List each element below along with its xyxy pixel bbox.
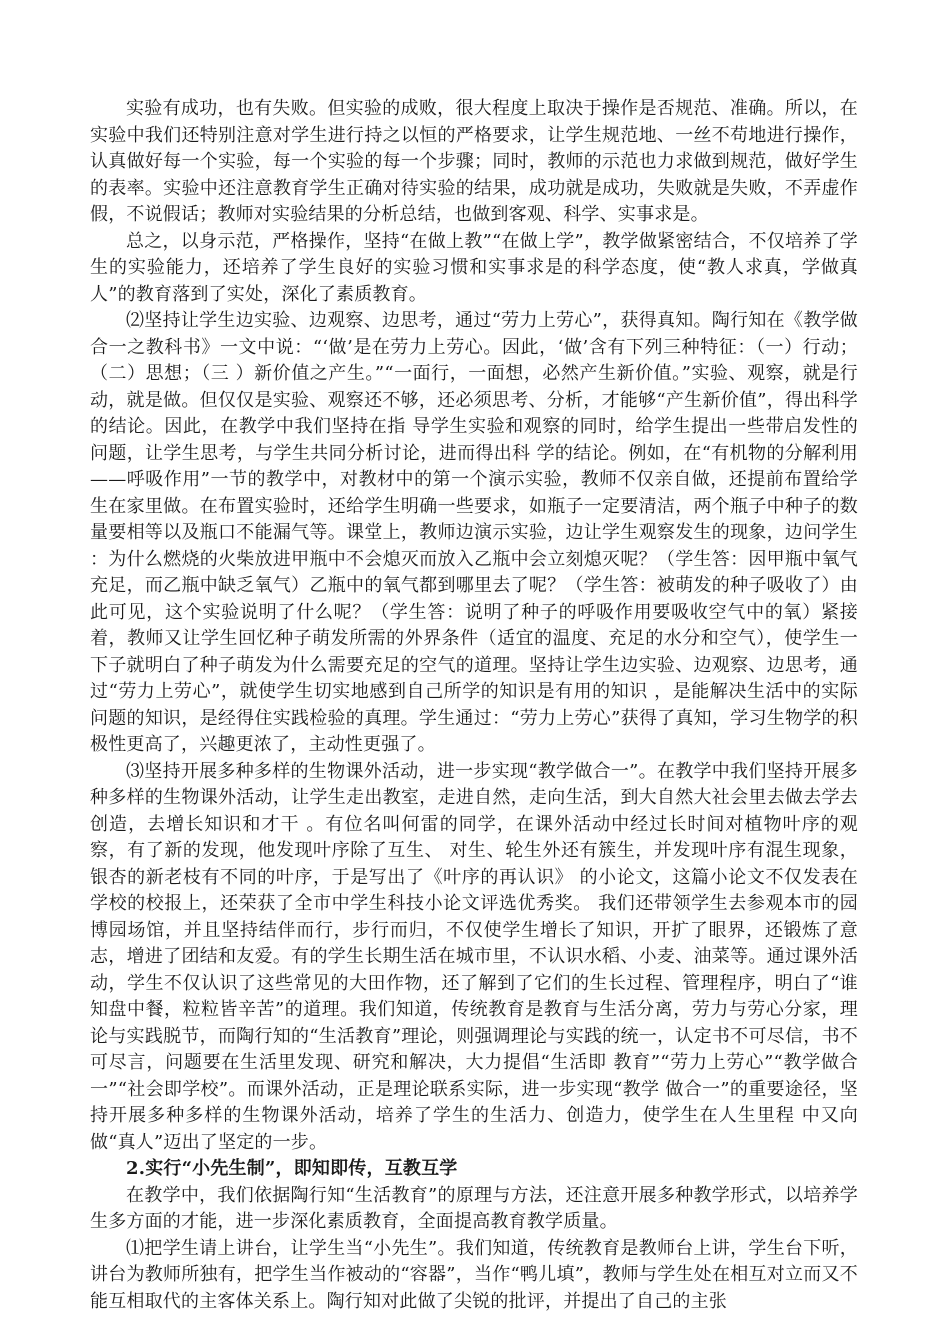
document-body	[90, 96, 858, 1315]
paragraph-point-3: ⑶坚持开展多种多样的生物课外活动，进一步实现“教学做合一”。在教学中我们坚持开展多种多样的生物课外活动，让学生走出教室，走进自然，走向生活，到大自然大社会里去做去学去创造，去增长知识和才干 。有位名叫何雷的同学，在课外活动中经过长时间对植物叶序的观察，有了新的发现，他发现叶序除了互生、 对生、轮生外还有簇生，并发现叶序有混生现象，银杏的新老枝有不同的叶序，于是写出了《叶序的再认识》 的小论文，这篇小论文不仅发表在学校的校报上，还荣获了全市中学生科技小论文评选优秀奖。 我们还带领学生去参观本市的园博园场馆，并且坚持结伴而行，步行而归，不仅使学生增长了知识，开扩了眼界，还锻炼了意志，增进了团结和友爱。有的学生长期生活在城市里，不认识水稻、小麦、油菜等。通过课外活动，学生不仅认识了这些常见的大田作物，还了解到了它们的生长过程、管理程序，明白了“谁知盘中餐，粒粒皆辛苦”的道理。我们知道，传统教育是教育与生活分离，劳力与劳心分家，理论与实践脱节，而陶行知的“生活教育”理论，则强调理论与实践的统一，认定书不可尽信，书不可尽言，问题要在生活里发现、研究和解决，大力提倡“生活即 教育”“劳力上劳心”“教学做合一”“社会即学校”。而课外活动，正是理论联系实际，进一步实现“教学 做合一”的重要途径，坚持开展多种多样的生物课外活动，培养了学生的生活力、创造力，使学生在人生里程 中又向做“真人”迈出了坚定的一步。	[90, 760, 858, 1153]
paragraph-experiment-success: 实验有成功，也有失败。但实验的成败，很大程度上取决于操作是否规范、准确。所以，在实验中我们还特别注意对学生进行持之以恒的严格要求，让学生规范地、一丝不苟地进行操作，认真做好每一个实验，每一个实验的每一个步骤；同时，教师的示范也力求做到规范，做好学生的表率。实验中还注意教育学生正确对待实验的结果，成功就是成功，失败就是失败，不弄虚作假，不说假话；教师对实验结果的分析总结，也做到客观、科学、实事求是。	[90, 98, 858, 225]
section-heading-little-teacher: 2.实行“小先生制”，即知即传，互教互学	[126, 1158, 458, 1179]
paragraph-teaching-forms: 在教学中，我们依据陶行知“生活教育”的原理与方法，还注意开展多种教学形式，以培养学生多方面的才能，进一步深化素质教育，全面提高教育教学质量。	[90, 1184, 858, 1232]
paragraph-summary: 总之，以身示范，严格操作，坚持“在做上教”“在做上学”，教学做紧密结合，不仅培养了学生的实验能力，还培养了学生良好的实验习惯和实事求是的科学态度，使“教人求真，学做真人”的教育落到了实处，深化了素质教育。	[90, 230, 858, 305]
paragraph-point-1-podium: ⑴把学生请上讲台，让学生当“小先生”。我们知道，传统教育是教师台上讲，学生台下听，讲台为教师所独有，把学生当作被动的“容器”，当作“鸭儿填”，教师与学生处在相互对立而又不能互相取代的主客体关系上。陶行知对此做了尖锐的批评，并提出了自己的主张	[90, 1237, 858, 1312]
paragraph-point-2: ⑵坚持让学生边实验、边观察、边思考，通过“劳力上劳心”，获得真知。陶行知在《教学做合一之教科书》一文中说：“‘做’是在劳力上劳心。因此，‘做’含有下列三种特征：（一）行动；（二）思想；（三 ）新价值之产生。”“一面行，一面想，必然产生新价值。”实验、观察，就是行动，就是做。但仅仅是实验、观察还不够，还必须思考、分析，才能够“产生新价值”，得出科学的结论。因此，在教学中我们坚持在指 导学生实验和观察的同时，给学生提出一些带启发性的问题，让学生思考，与学生共同分析讨论，进而得出科 学的结论。例如，在“有机物的分解利用——呼吸作用”一节的教学中，对教材中的第一个演示实验，教师不仅亲自做，还提前布置给学生在家里做。在布置实验时，还给学生明确一些要求，如瓶子一定要清洁，两个瓶子中种子的数量要相等以及瓶口不能漏气等。课堂上，教师边演示实验，边让学生观察发生的现象，边问学生 ：为什么燃烧的火柴放进甲瓶中不会熄灭而放入乙瓶中会立刻熄灭呢？（学生答：因甲瓶中氧气充足，而乙瓶中缺乏氧气）乙瓶中的氧气都到哪里去了呢？（学生答：被萌发的种子吸收了）由此可见，这个实验说明了什么呢？（学生答：说明了种子的呼吸作用要吸收空气中的氧）紧接着，教师又让学生回忆种子萌发所需的外界条件（适宜的温度、充足的水分和空气），使学生一下子就明白了种子萌发为什么需要充足的空气的道理。坚持让学生边实验、边观察、边思考，通过“劳力上劳心”，就使学生切实地感到自己所学的知识是有用的知识 ，是能解决生活中的实际问题的知识，是经得住实践检验的真理。学生通过：“劳力上劳心”获得了真知，学习生物学的积极性更高了，兴趣更浓了，主动性更强了。	[90, 310, 858, 755]
